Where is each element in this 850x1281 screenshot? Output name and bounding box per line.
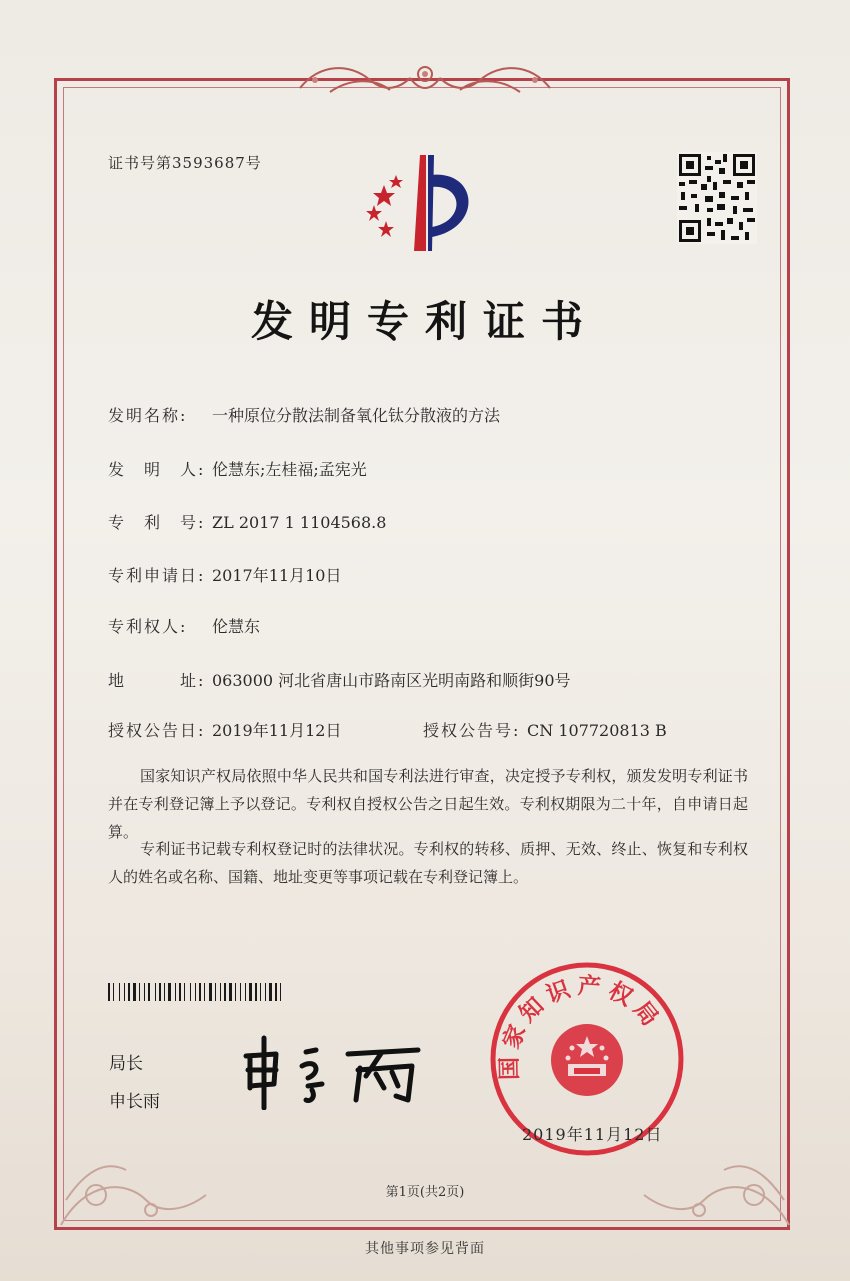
certificate-number: 证书号第3593687号 [108, 154, 262, 172]
grant-date-label: 授权公告日: [108, 721, 206, 740]
seal-date: 2019年11月12日 [522, 1125, 663, 1144]
inventors-row [108, 457, 367, 480]
grant-number-label: 授权公告号: [423, 721, 521, 740]
svg-text:国家知识产权局: 国家知识产权局 [496, 973, 667, 1081]
grant-number-row [423, 718, 667, 741]
grant-date-row [108, 718, 341, 741]
grant-date-value: 2019年11月12日 [212, 721, 342, 740]
barcode-icon [108, 983, 320, 1001]
page-indicator: 第1页(共2页) [385, 1185, 465, 1200]
patentee-value: 伦慧东 [212, 617, 261, 636]
invention-name-row [108, 403, 500, 426]
application-date-label: 专利申请日: [108, 566, 206, 585]
statement-paragraph-1: 国家知识产权局依照中华人民共和国专利法进行审查，决定授予专利权，颁发发明专利证书并在专利登记簿上予以登记。专利权自授权公告之日起生效。专利权期限为二十年，自申请日起算。 [108, 767, 748, 841]
statement-paragraph-2: 专利证书记载专利权登记时的法律状况。专利权的转移、质押、无效、终止、恢复和专利权人的姓名或名称、国籍、地址变更等事项记载在专利登记簿上。 [108, 840, 748, 886]
invention-name-value: 一种原位分散法制备氧化钛分散液的方法 [212, 406, 501, 425]
top-ornament-icon [290, 58, 560, 106]
certificate-title: 发明专利证书 [250, 297, 599, 346]
patentee-label: 专利权人: [108, 617, 188, 636]
address-value: 063000 河北省唐山市路南区光明南路和顺街90号 [212, 671, 571, 690]
director-title: 局长 [109, 1054, 143, 1074]
cnipa-logo-icon [360, 147, 490, 257]
patent-number-label: 专 利 号: [108, 513, 206, 532]
qr-code-icon [677, 152, 757, 244]
patent-number-row [108, 510, 386, 533]
inventors-label: 发 明 人: [108, 460, 206, 479]
address-row [108, 668, 571, 691]
inventors-value: 伦慧东;左桂福;孟宪光 [212, 460, 367, 479]
patentee-row [108, 614, 260, 637]
footer-note: 其他事项参见背面 [365, 1241, 485, 1257]
application-date-value: 2017年11月10日 [212, 566, 342, 585]
patent-number-value: ZL 2017 1 1104568.8 [212, 513, 387, 532]
grant-number-value: CN 107720813 B [527, 721, 667, 740]
address-label: 地 址: [108, 671, 206, 690]
director-name: 申长雨 [109, 1092, 160, 1112]
invention-name-label: 发明名称: [108, 406, 188, 425]
application-date-row [108, 563, 341, 586]
director-signature-icon [236, 1028, 428, 1110]
